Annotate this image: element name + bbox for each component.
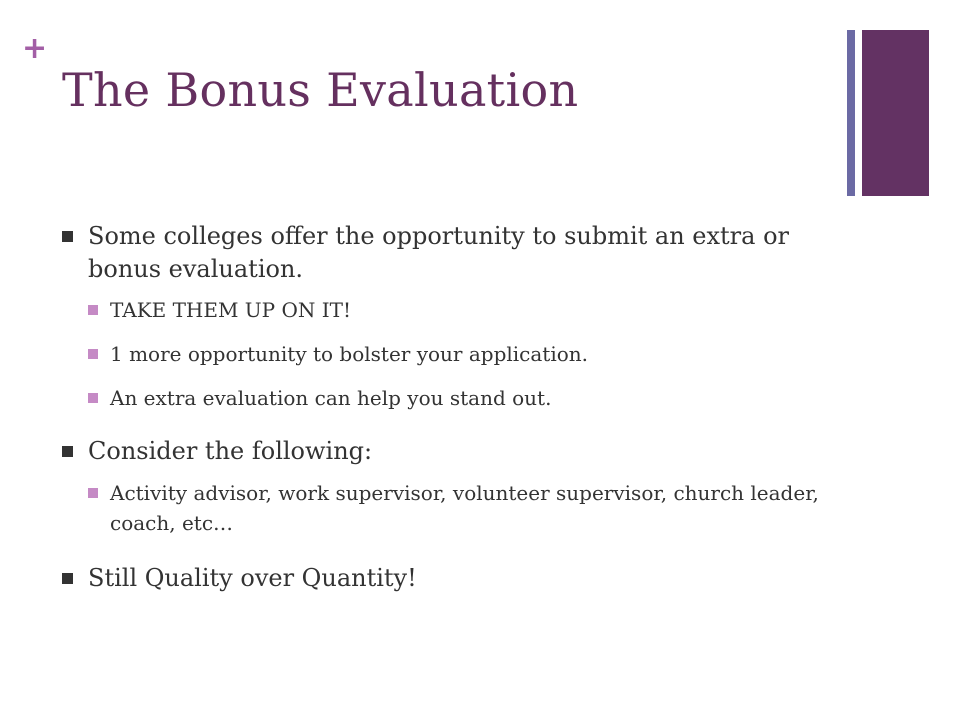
bullet-text: Consider the following: [88, 437, 373, 465]
bullet-text: Still Quality over Quantity! [88, 564, 417, 592]
square-bullet-icon [62, 231, 73, 242]
sub-bullet-text: TAKE THEM UP ON IT! [110, 298, 352, 322]
square-bullet-icon [88, 393, 98, 403]
slide-body [62, 220, 822, 595]
bullet-item [62, 220, 822, 286]
square-bullet-icon [88, 349, 98, 359]
slide-title: The Bonus Evaluation [62, 63, 579, 117]
sub-bullet-item [88, 339, 822, 369]
decorative-bar-thin [847, 30, 855, 196]
sub-bullet-item [88, 383, 822, 413]
bullet-item [62, 562, 822, 595]
sub-bullet-text: An extra evaluation can help you stand out. [110, 386, 552, 410]
sub-bullet-item [88, 478, 822, 538]
sub-bullet-text: 1 more opportunity to bolster your application. [110, 342, 589, 366]
bullet-item [62, 435, 822, 468]
square-bullet-icon [62, 446, 73, 457]
square-bullet-icon [62, 573, 73, 584]
bullet-text: Some colleges offer the opportunity to submit an extra or bonus evaluation. [88, 222, 790, 283]
sub-bullet-item [88, 295, 822, 325]
square-bullet-icon [88, 305, 98, 315]
decorative-bar-thick [862, 30, 929, 196]
square-bullet-icon [88, 488, 98, 498]
sub-bullet-text: Activity advisor, work supervisor, volunteer supervisor, church leader, coach, etc… [110, 481, 819, 535]
plus-icon: + [22, 31, 48, 66]
